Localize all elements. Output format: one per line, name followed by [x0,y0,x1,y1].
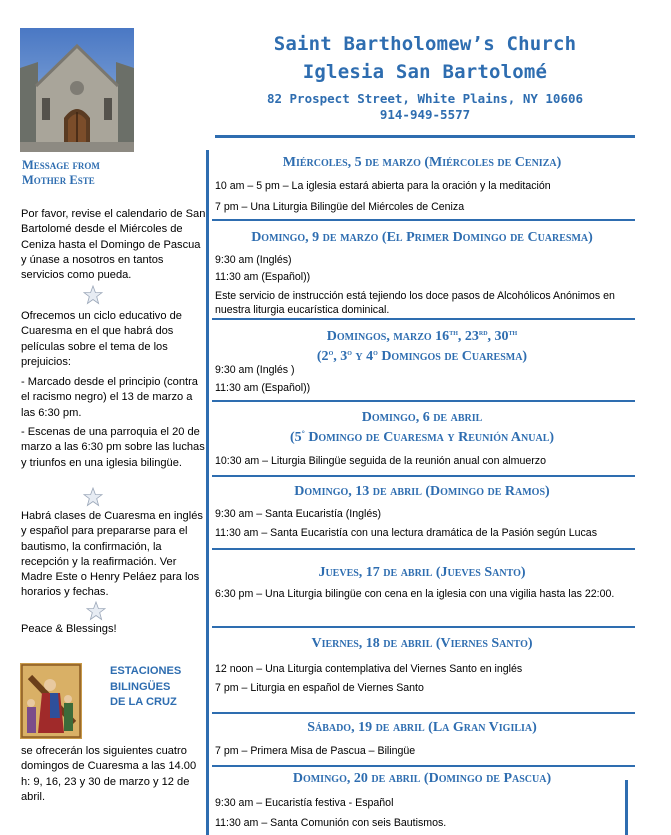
section-divider [212,626,635,628]
schedule-item: 7 pm – Primera Misa de Pascua – Bilingüe [215,745,416,757]
stations-title: ESTACIONES BILINGÜES DE LA CRUZ [110,665,182,708]
schedule-item: 11:30 am – Santa Comunión con seis Bautismos. [215,817,447,829]
schedule-item: 9:30 am – Eucaristía festiva - Español [215,797,394,809]
section-divider [212,475,635,477]
blessing-text: Peace & Blessings! [21,623,117,635]
star-icon [86,601,106,621]
section-divider [212,765,635,767]
section-heading: Domingo, 20 de abril (Domingo de Pascua) [292,771,552,786]
section-divider [212,219,635,221]
schedule-item: 10:30 am – Liturgia Bilingüe seguida de la reunión anual con almuerzo [215,455,546,467]
sidebar-paragraph: Por favor, revise el calendario de San Bartolomé desde el Miércoles de Ceniza hasta el Domingo de Pascua y únase a nosotros en tantos servicios como pueda. [21,208,206,282]
section-heading: Domingo, 9 de marzo (El Primer Domingo de Cuaresma) [251,230,593,245]
church-phone: 914-949-5577 [379,107,471,122]
section-heading: Domingos, marzo 16th, 23rd, 30th (2$^o$, 3$^o$ y 4$^o$ Domingos de Cuaresma) [316,328,528,364]
timeline-rule [206,150,209,835]
schedule-item: 11:30 am (Español)) [215,271,311,283]
star-icon [83,487,103,507]
schedule-item: Este servicio de instrucción está tejiendo los doce pasos de Alcohólicos Anónimos en nuestra liturgia eucarística dominical. [215,290,615,316]
stations-image [20,663,82,739]
church-title-en: Saint Bartholomew’s Church [273,33,577,55]
star-icon [83,285,103,305]
schedule-item: 7 pm – Liturgia en español de Viernes Santo [215,682,424,694]
section-heading: Sábado, 19 de abril (La Gran Vigilia) [307,720,537,735]
sidebar-paragraph: - Escenas de una parroquia el 20 de marzo a las 6:30 pm sobre las luchas y triunfos en una iglesia bilingüe. [21,426,205,469]
church-address: 82 Prospect Street, White Plains, NY 10606 [266,91,584,106]
stations-text: se ofrecerán los siguientes cuatro domingos de Cuaresma a las 14.00 h: 9, 16, 23 y 30 de marzo y 12 de abril. [21,745,197,803]
church-photo [20,28,134,152]
schedule-item: 9:30 am – Santa Eucaristía (Inglés) [215,508,382,520]
schedule-item: 11:30 am – Santa Eucaristía con una lectura dramática de la Pasión según Lucas [215,527,598,539]
schedule-item: 7 pm – Una Liturgia Bilingüe del Miércoles de Ceniza [215,201,465,213]
section-heading: Domingo, 6 de abril (5° Domingo de Cuaresma y Reunión Anual) [289,410,555,445]
section-heading: Domingo, 13 de abril (Domingo de Ramos) [294,484,550,499]
sidebar-paragraph: Ofrecemos un ciclo educativo de Cuaresma en el que habrá dos películas sobre el tema de los prejuicios: [21,310,182,368]
schedule-item: 11:30 am (Español)) [215,382,311,394]
section-divider [212,712,635,714]
section-heading: Miércoles, 5 de marzo (Miércoles de Ceniza) [282,155,562,170]
message-title: Message from Mother Este [22,158,100,187]
sidebar-paragraph: - Marcado desde el principio (contra el racismo negro) el 13 de marzo a las 6:30 pm. [21,376,198,419]
church-title-es: Iglesia San Bartolomé [302,61,548,83]
section-divider [212,318,635,320]
schedule-item: 12 noon – Una Liturgia contemplativa del Viernes Santo en inglés [215,663,523,675]
schedule-item: 9:30 am (Inglés ) [215,364,295,376]
sidebar-paragraph: Habrá clases de Cuaresma en inglés y español para prepararse para el bautismo, la confirmación, la recepción y la reafirmación. Ver Madre Este o Henry Peláez para los horarios y fechas. [21,510,203,599]
header-divider [215,135,635,138]
section-heading: Viernes, 18 de abril (Viernes Santo) [311,636,533,651]
schedule-item: 6:30 pm – Una Liturgia bilingüe con cena en la iglesia con una vigilia hasta las 22:00. [215,588,615,600]
schedule-item: 9:30 am (Inglés) [215,254,292,266]
section-divider [212,400,635,402]
schedule-item: 10 am – 5 pm – La iglesia estará abierta para la oración y la meditación [215,180,551,192]
section-heading: Jueves, 17 de abril (Jueves Santo) [318,565,526,580]
section-divider [212,548,635,550]
